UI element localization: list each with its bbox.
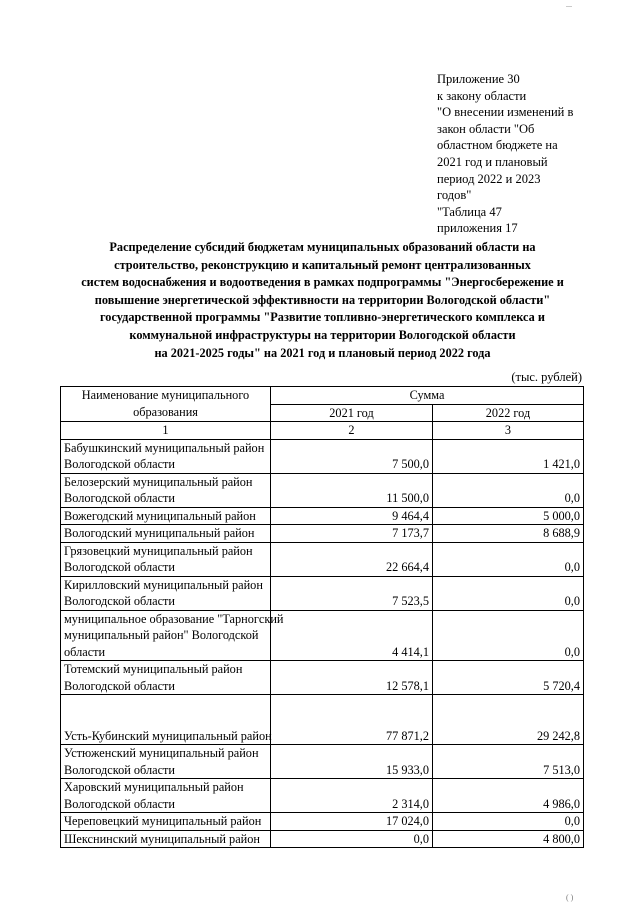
header-col-number: 3 (433, 422, 584, 440)
table-row (61, 745, 584, 779)
document-title (55, 239, 590, 362)
amount-2022: 5 720,4 (433, 661, 584, 695)
table-row (61, 813, 584, 831)
amount-2021: 4 414,1 (271, 610, 433, 661)
table-row (61, 507, 584, 525)
header-year-2021: 2021 год (271, 404, 433, 422)
table-row (61, 779, 584, 813)
appendix-line: 2021 год и плановый (437, 154, 548, 169)
page-mark-top: ... (566, 0, 572, 9)
municipality-name-line: области (64, 644, 106, 659)
units-label: (тыс. рублей) (511, 370, 582, 384)
amount-2022: 0,0 (433, 813, 584, 831)
municipality-name (61, 745, 271, 779)
header-name-line: Наименование муниципального (81, 388, 250, 402)
municipality-name-line: Бабушкинский муниципальный район (64, 440, 265, 455)
municipality-name-line: Шекснинский муниципальный район (64, 831, 260, 846)
table-row (61, 473, 584, 507)
amount-2022: 5 000,0 (433, 507, 584, 525)
municipality-name-line: Кирилловский муниципальный район (64, 577, 263, 592)
municipality-name (61, 610, 284, 661)
table-row (61, 542, 584, 576)
municipality-name-line: Вологодской области (64, 560, 175, 574)
header-sum: Сумма (271, 387, 584, 405)
amount-2021: 2 314,0 (271, 779, 433, 813)
municipality-name-line: Тотемский муниципальный район (64, 662, 243, 676)
appendix-line: Приложение 30 (437, 72, 520, 86)
municipality-name-line: Вологодской области (64, 678, 175, 693)
amount-2021: 7 523,5 (271, 576, 433, 610)
table-row (61, 576, 584, 610)
appendix-line: закон области "Об (437, 121, 535, 136)
table-row (61, 830, 584, 848)
municipality-name (61, 695, 271, 745)
municipality-name (61, 542, 271, 576)
amount-2021: 0,0 (271, 830, 433, 848)
amount-2022: 0,0 (433, 473, 584, 507)
municipality-name-line: Устюженский муниципальный район (64, 746, 259, 760)
appendix-line: к закону области (437, 88, 527, 103)
amount-2021: 17 024,0 (271, 813, 433, 831)
amount-2021: 11 500,0 (271, 473, 433, 507)
header-col-number: 2 (271, 422, 433, 440)
header-name (61, 387, 271, 422)
appendix-line: "О внесении изменений в (437, 105, 574, 120)
amount-2022: 29 242,8 (433, 695, 584, 745)
title-line: коммунальной инфраструктуры на территории Вологодской области (129, 327, 516, 342)
amount-2021: 15 933,0 (271, 745, 433, 779)
municipality-name (61, 661, 271, 695)
municipality-name-line: Харовский муниципальный район (64, 780, 244, 794)
municipality-name-line: Вологодской области (64, 594, 175, 608)
municipality-name (61, 813, 271, 831)
municipality-name-line: Вологодской области (64, 762, 175, 777)
amount-2021: 7 500,0 (271, 439, 433, 473)
table-row (61, 661, 584, 695)
amount-2022: 0,0 (433, 542, 584, 576)
amount-2022: 0,0 (433, 610, 584, 661)
title-line: повышение энергетической эффективности на территории Вологодской области" (94, 292, 551, 307)
title-line: на 2021-2025 годы" на 2021 год и плановый период 2022 года (154, 345, 491, 360)
table-row (61, 610, 584, 661)
municipality-name (61, 507, 271, 525)
appendix-note (437, 71, 587, 237)
table-row (61, 695, 584, 745)
amount-2022: 4 800,0 (433, 830, 584, 848)
appendix-line: период 2022 и 2023 (437, 171, 541, 186)
header-col-number: 1 (61, 422, 271, 440)
municipality-name (61, 576, 271, 610)
appendix-line: приложения 17 (437, 221, 518, 236)
municipality-name-line: Вожегодский муниципальный район (64, 508, 256, 523)
municipality-name-line: Вологодский муниципальный район (64, 526, 255, 540)
municipality-name-line: Грязовецкий муниципальный район (64, 543, 253, 558)
table-row (61, 525, 584, 543)
municipality-name-line: Усть-Кубинский муниципальный район (64, 728, 272, 743)
amount-2022: 8 688,9 (433, 525, 584, 543)
amount-2022: 1 421,0 (433, 439, 584, 473)
subsidy-table (60, 386, 584, 848)
municipality-name-line: Вологодской области (64, 457, 175, 471)
municipality-name-line: Белозерский муниципальный район (64, 474, 253, 489)
amount-2021: 77 871,2 (271, 695, 433, 745)
title-line: строительство, реконструкцию и капитальный ремонт централизованных (114, 257, 531, 272)
appendix-line: "Таблица 47 (437, 204, 502, 219)
municipality-name (61, 779, 271, 813)
title-line: систем водоснабжения и водоотведения в рамках подпрограммы "Энергосбережение и (81, 275, 564, 290)
municipality-name-line: муниципальное образование "Тарногский (64, 611, 284, 626)
table-row (61, 439, 584, 473)
amount-2021: 7 173,7 (271, 525, 433, 543)
amount-2021: 22 664,4 (271, 542, 433, 576)
amount-2021: 12 578,1 (271, 661, 433, 695)
table-body (61, 439, 584, 848)
municipality-name (61, 525, 271, 543)
header-name-line: образования (133, 404, 198, 419)
header-year-2022: 2022 год (433, 404, 584, 422)
appendix-line: областном бюджете на (437, 138, 558, 153)
page-mark-bottom: ( ) (566, 893, 574, 902)
amount-2022: 4 986,0 (433, 779, 584, 813)
municipality-name (61, 830, 271, 848)
title-line: государственной программы "Развитие топливно-энергетического комплекса и (100, 310, 545, 325)
municipality-name-line: Череповецкий муниципальный район (64, 814, 262, 828)
amount-2022: 0,0 (433, 576, 584, 610)
municipality-name-line: муниципальный район" Вологодской (64, 628, 259, 642)
municipality-name-line: Вологодской области (64, 491, 175, 505)
municipality-name (61, 439, 271, 473)
amount-2021: 9 464,4 (271, 507, 433, 525)
amount-2022: 7 513,0 (433, 745, 584, 779)
title-line: Распределение субсидий бюджетам муниципальных образований области на (109, 240, 536, 254)
municipality-name-line: Вологодской области (64, 796, 175, 811)
appendix-line: годов" (437, 188, 472, 203)
municipality-name (61, 473, 271, 507)
